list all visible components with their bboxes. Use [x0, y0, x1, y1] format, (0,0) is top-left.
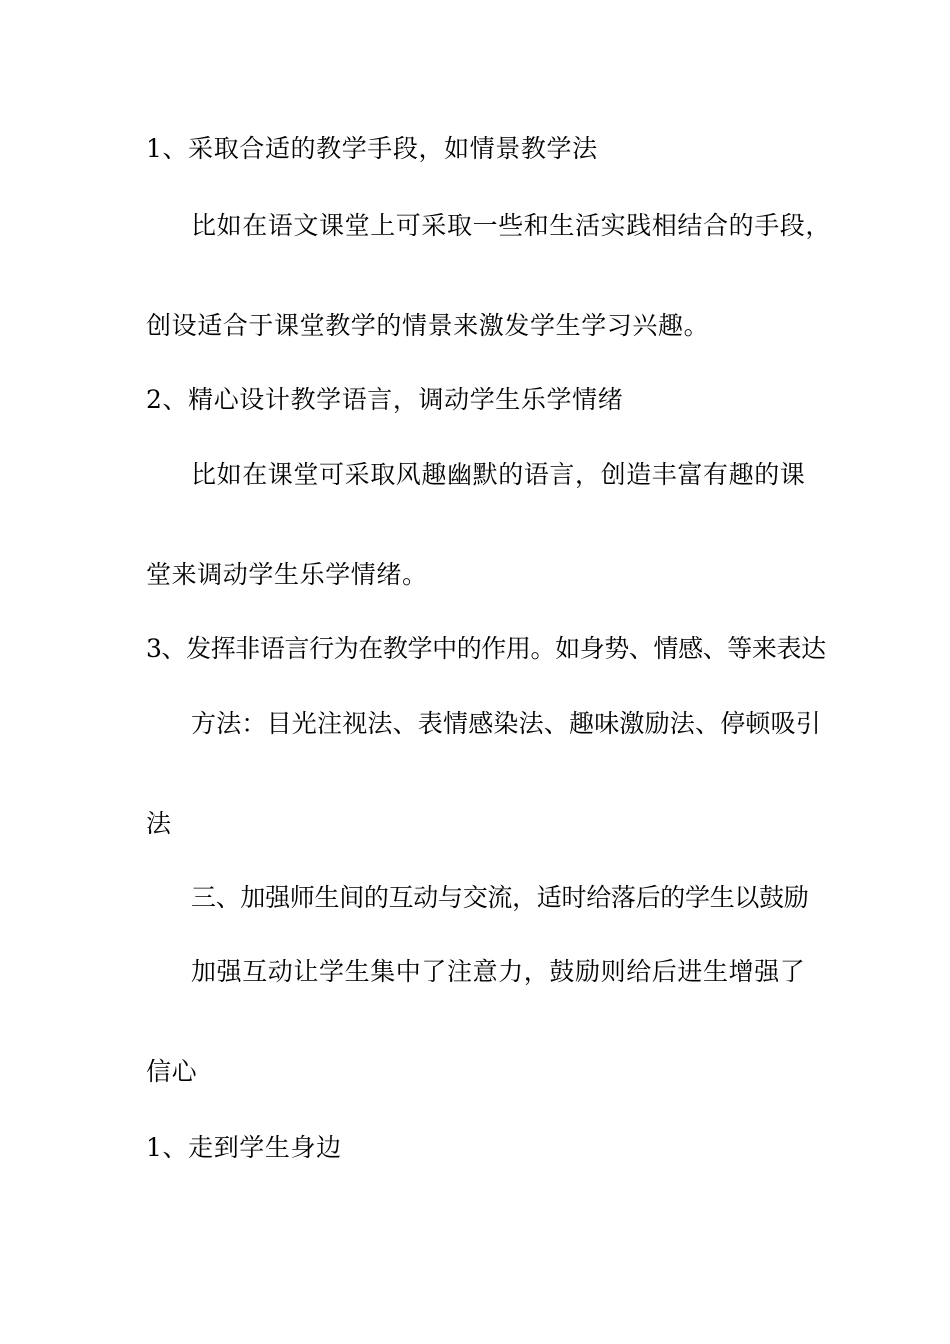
paragraph-line: 创设适合于课堂教学的情景来激发学生学习兴趣。: [146, 311, 710, 340]
paragraph-line: 方法：目光注视法、表情感染法、趣味激励法、停顿吸引: [191, 709, 822, 738]
paragraph-line: 加强互动让学生集中了注意力，鼓励则给后进生增强了: [191, 957, 806, 986]
paragraph-line: 信心: [146, 1057, 198, 1086]
paragraph-line: 比如在课堂可采取风趣幽默的语言，创造丰富有趣的课: [191, 460, 806, 489]
heading-3-nonverbal-behavior: 3、发挥非语言行为在教学中的作用。如身势、情感、等来表达: [146, 634, 826, 663]
paragraph-line: 比如在语文课堂上可采取一些和生活实践相结合的手段，: [191, 211, 832, 240]
heading-1-teaching-methods: 1、采取合适的教学手段，如情景教学法: [146, 134, 598, 163]
heading-1-approach-students: 1、走到学生身边: [146, 1133, 342, 1162]
paragraph-line: 堂来调动学生乐学情绪。: [146, 560, 428, 589]
paragraph-line: 法: [146, 809, 172, 838]
heading-2-teaching-language: 2、精心设计教学语言，调动学生乐学情绪: [146, 385, 624, 414]
section-heading-interaction: 三、加强师生间的互动与交流，适时给落后的学生以鼓励: [191, 883, 809, 912]
